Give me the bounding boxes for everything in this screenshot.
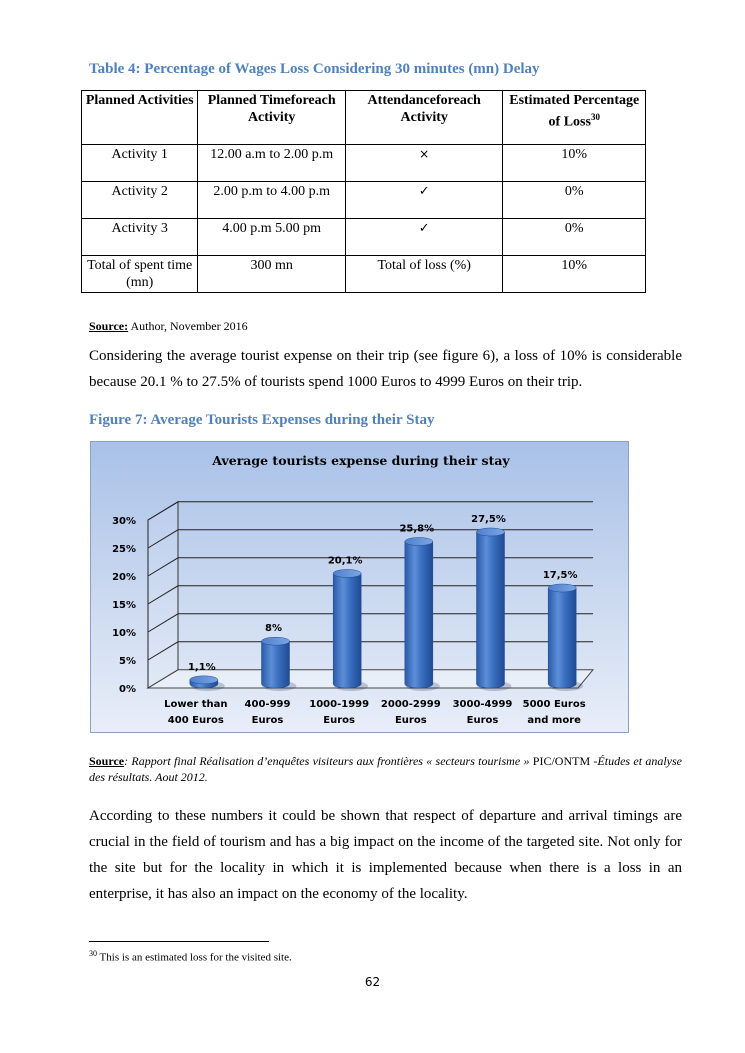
x-tick-label: Euros [251,715,284,726]
footnote-text: This is an estimated loss for the visited site. [97,951,292,964]
bar [405,542,433,688]
gridline [148,586,593,604]
table-row [82,182,646,219]
chart-grid [148,502,593,688]
x-tick-label: Lower than [164,699,228,710]
bar-top [405,538,433,546]
chart-data-labels [188,514,578,673]
table-cell: 300 mn [198,256,346,293]
chart-container [90,441,629,733]
data-label: 1,1% [187,661,216,673]
table-cell: Total of loss (%) [345,256,503,293]
table-header-row [82,91,646,145]
x-tick-label: Euros [323,715,356,726]
header-attendance: Attendanceforeach Activity [345,91,503,145]
y-tick-label: 25% [112,544,136,555]
y-tick-label: 30% [112,516,136,527]
figure-source-italic: : Rapport final Réalisation d’enquêtes visiteurs aux frontières « secteurs tourisme » [124,754,530,768]
table-cell: 0% [503,182,646,219]
x-tick-label: 3000-4999 [452,699,513,710]
paragraph-2: According to these numbers it could be shown that respect of departure and arrival timings are crucial in the field of tourism and has a big impact on the income of the targeted site. Not only for the site but for the locality in which it is implemented because when there is a loss in an enterprise, it has also an impact on the economy of the locality. [89,808,682,902]
bar [548,588,576,688]
chart-title: Average tourists expense during their stay [212,453,510,468]
gridline [148,558,593,576]
footnote-ref: 30 [590,112,600,122]
data-label: 27,5% [471,514,506,525]
data-label: 25,8% [399,523,435,535]
bar-top [477,528,505,536]
paragraph-1: Considering the average tourist expense on their trip (see figure 6), a loss of 10% is considerable because 20.1 % to 27.5% of tourists spend 1000 Euros to 4999 Euros on their trip. [89,348,682,390]
gridline [148,614,593,635]
y-axis-ticks [112,516,136,695]
footnote-divider [89,941,269,942]
y-tick-label: 15% [112,600,136,611]
x-tick-label: 400-999 [244,699,291,710]
table-row [82,145,646,182]
table-cell: 12.00 a.m to 2.00 p.m [198,145,346,182]
x-tick-label: 2000-2999 [380,699,441,710]
figure-source-label: Source [89,754,125,768]
table-cell: Activity 2 [82,182,198,219]
bar [262,641,290,688]
x-axis-ticks [164,699,586,726]
table-cell: 10% [503,256,646,293]
gridline [148,502,593,520]
table-cell: 10% [503,145,646,182]
table-cell: Activity 3 [82,219,198,256]
table-source [89,319,248,334]
header-estimated-loss [503,91,646,145]
data-label: 17,5% [542,570,578,581]
source-text: Author, November 2016 [128,319,248,333]
bar [477,532,505,688]
bar [333,573,361,688]
table-cell: 2.00 p.m to 4.00 p.m [198,182,346,219]
page-number: 62 [364,975,381,989]
table-cell: 4.00 p.m 5.00 pm [198,219,346,256]
bar-top [548,584,576,592]
table-caption: Table 4: Percentage of Wages Loss Considering 30 minutes (mn) Delay [89,61,540,77]
x-tick-label: 5000 Euros [522,699,586,710]
footnote-number: 30 [89,949,97,958]
table-cell: Total of spent time (mn) [82,256,198,293]
bar-top [190,676,218,684]
figure-source-plain: PIC/ONTM - [529,754,598,768]
header-planned-activities: Planned Activities [82,91,198,145]
bar-chart [91,442,630,734]
chart-bars [187,528,583,691]
x-tick-label: Euros [466,715,499,726]
x-tick-label: and more [527,715,581,726]
table-cell: 0% [503,219,646,256]
wages-loss-table [81,90,646,293]
source-label: Source: [89,319,129,333]
x-tick-label: 1000-1999 [309,699,370,710]
figure-source-italic-2: Études et analyse des résultats. Aout 2012. [89,754,682,784]
footnote [89,949,292,964]
x-tick-label: Euros [394,715,427,726]
cross-mark-icon: × [345,145,503,182]
y-tick-label: 10% [112,628,136,639]
header-planned-time: Planned Timeforeach Activity [198,91,346,145]
x-tick-label: 400 Euros [167,715,224,726]
y-tick-label: 5% [119,656,136,667]
check-mark-icon: ✓ [345,219,503,256]
table-row [82,219,646,256]
data-label: 8% [265,623,282,635]
gridline [148,642,593,660]
figure-source [89,753,682,785]
table-cell: Activity 1 [82,145,198,182]
bar-top [333,569,361,577]
figure-caption: Figure 7: Average Tourists Expenses during their Stay [89,412,435,428]
header-estimated-loss-text: Estimated Percentage of Loss [509,93,640,130]
bar-top [262,637,290,645]
gridline [148,530,593,548]
table-row-total [82,256,646,293]
check-mark-icon: ✓ [345,182,503,219]
data-label: 20,1% [327,555,363,567]
y-tick-label: 20% [112,572,136,583]
y-tick-label: 0% [119,684,136,695]
